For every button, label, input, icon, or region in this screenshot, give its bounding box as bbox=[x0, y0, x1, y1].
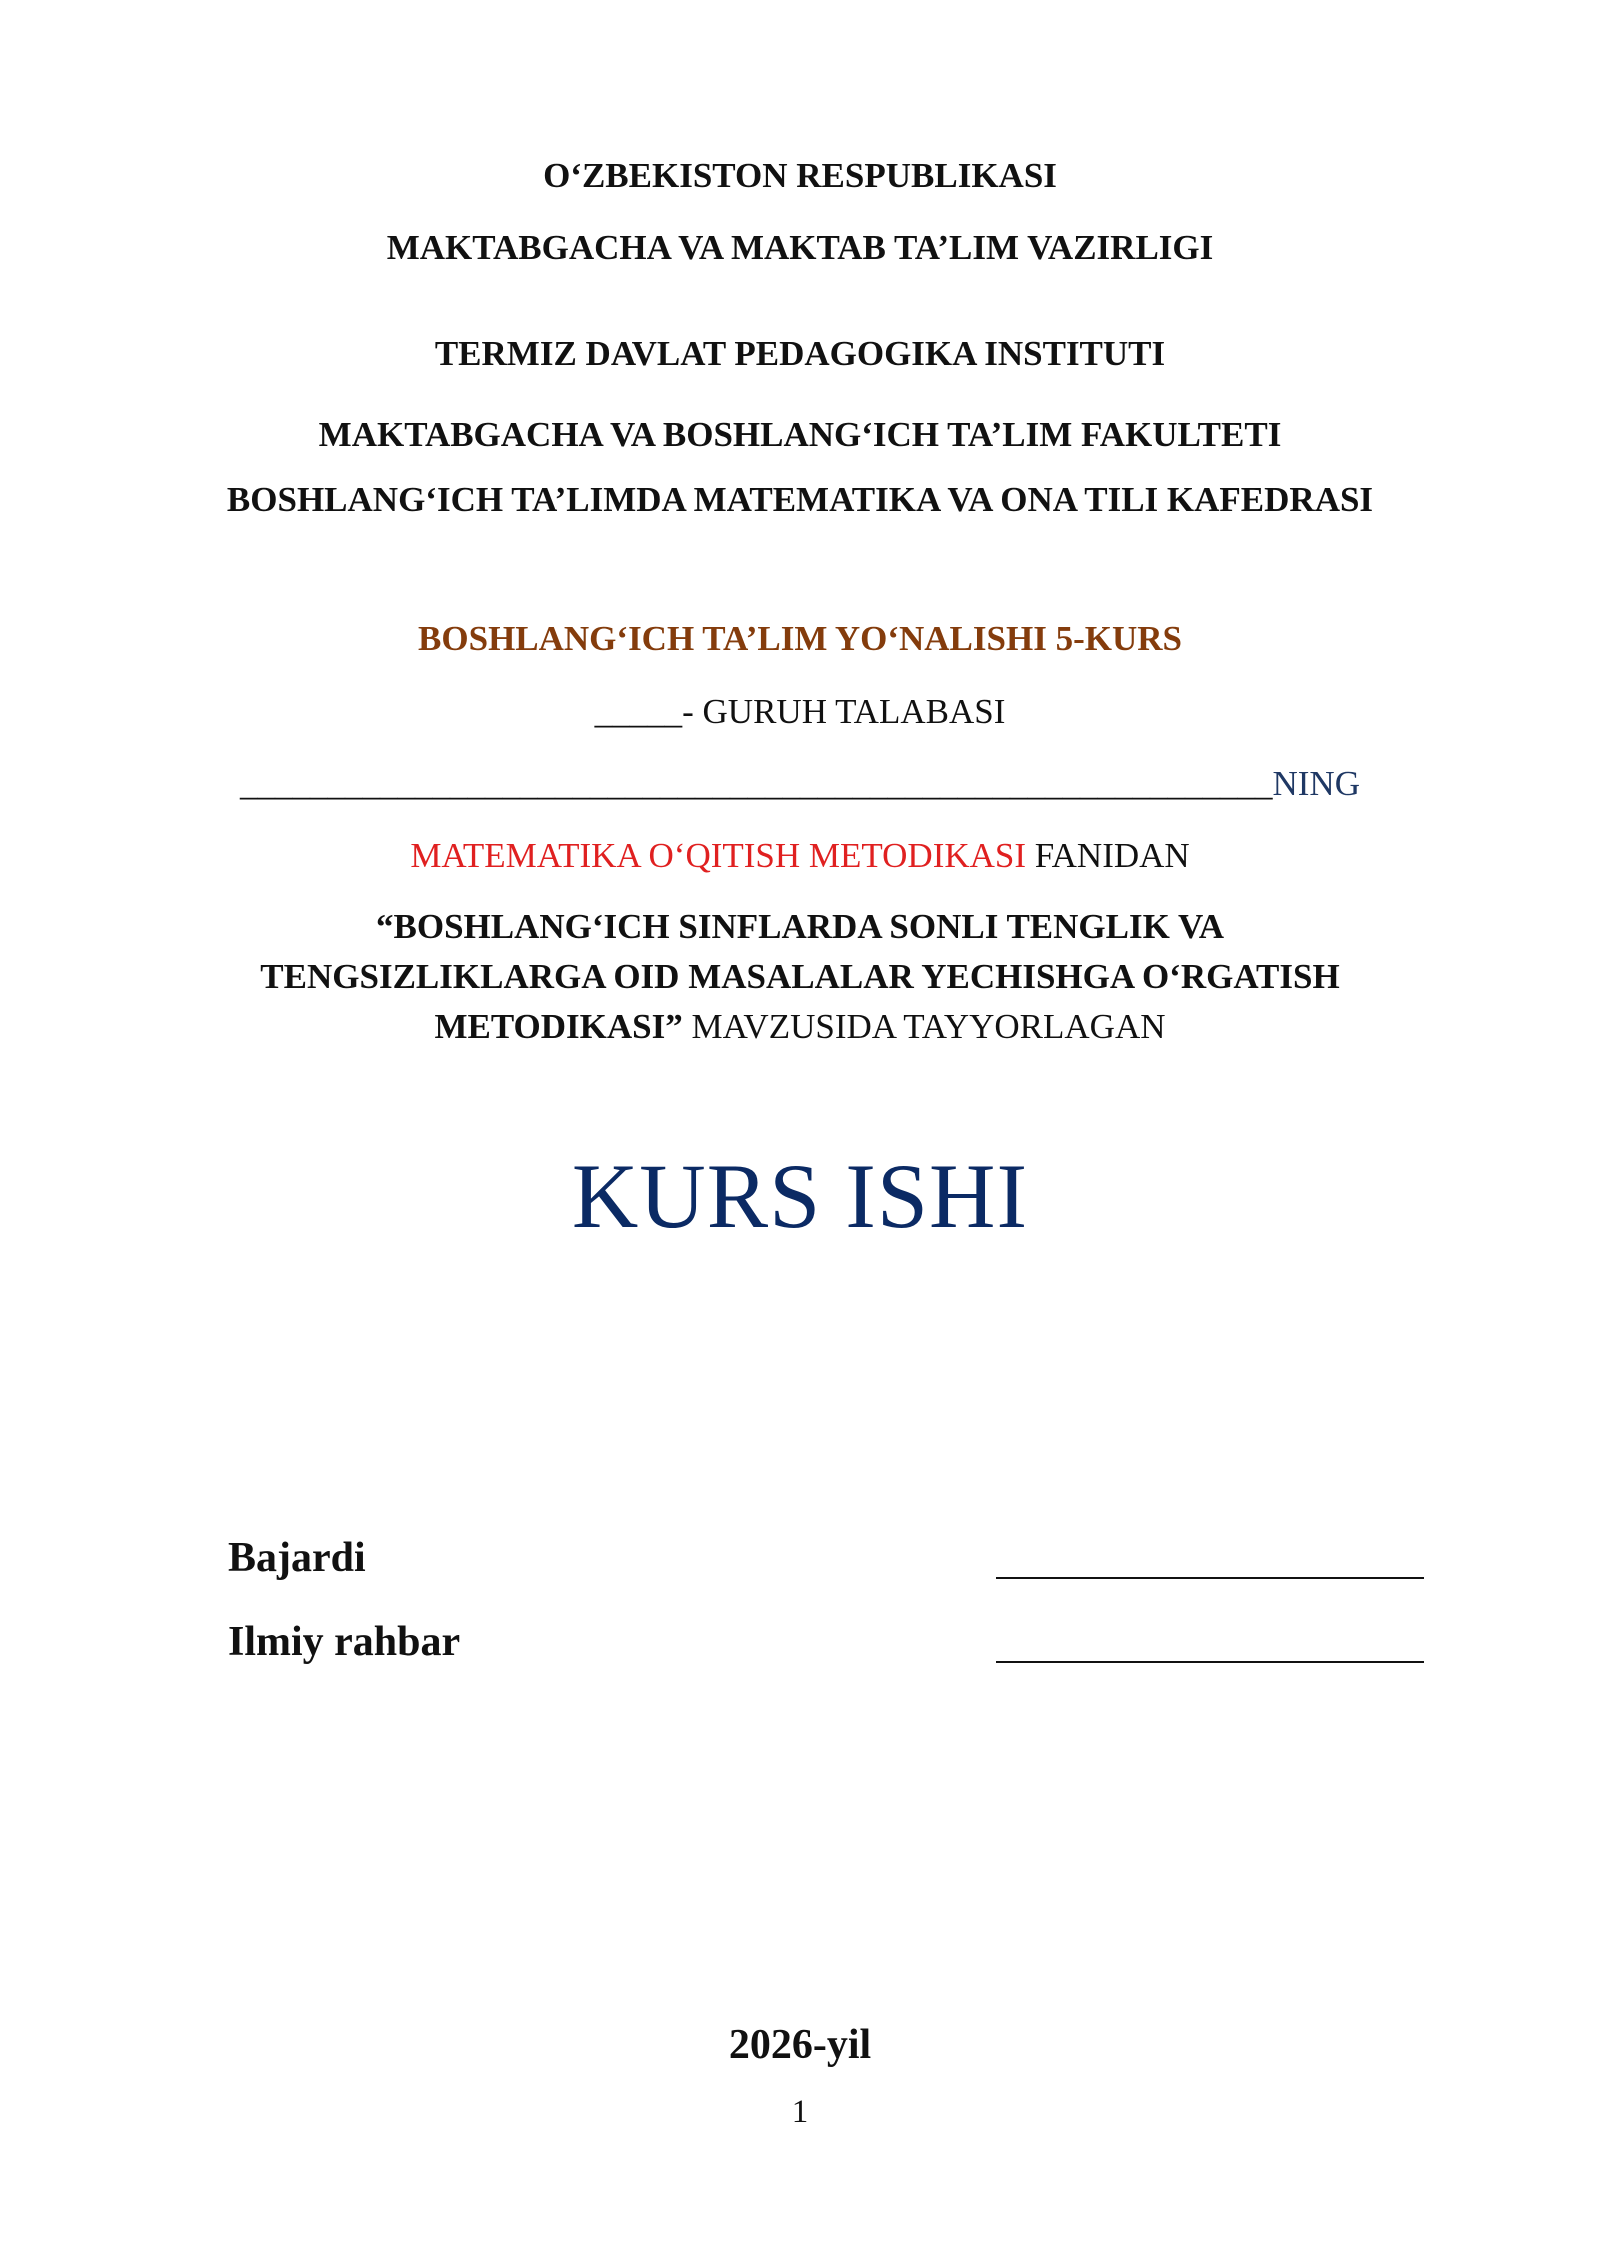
performer-label: Bajardi bbox=[228, 1535, 366, 1581]
student-name-blank: ___________________________________________________________ bbox=[240, 764, 1273, 803]
country-heading: O‘ZBEKISTON RESPUBLIKASI bbox=[543, 156, 1057, 195]
group-line bbox=[0, 694, 1600, 729]
course-line: BOSHLANG‘ICH TA’LIM YO‘NALISHI 5-KURS bbox=[418, 619, 1182, 658]
topic-line-3 bbox=[0, 1009, 1600, 1044]
ministry-heading: MAKTABGACHA VA MAKTAB TA’LIM VAZIRLIGI bbox=[386, 228, 1214, 267]
topic-line-3-plain: MAVZUSIDA TAYYORLAGAN bbox=[682, 1007, 1166, 1046]
year-label: 2026-yil bbox=[728, 2022, 872, 2068]
group-label: - GURUH TALABASI bbox=[682, 692, 1006, 731]
student-name-line bbox=[0, 766, 1600, 801]
faculty-heading: MAKTABGACHA VA BOSHLANG‘ICH TA’LIM FAKULTETI bbox=[318, 415, 1282, 454]
subject-suffix: FANIDAN bbox=[1026, 836, 1190, 875]
topic-line-3-bold: METODIKASI” bbox=[434, 1007, 683, 1046]
topic-line-2: TENGSIZLIKLARGA OID MASALALAR YECHISHGA O‘RGATISH bbox=[260, 957, 1340, 996]
supervisor-signature-line bbox=[996, 1618, 1424, 1663]
supervisor-label: Ilmiy rahbar bbox=[228, 1619, 461, 1665]
student-name-suffix: NING bbox=[1272, 764, 1360, 803]
department-heading: BOSHLANG‘ICH TA’LIMDA MATEMATIKA VA ONA TILI KAFEDRASI bbox=[226, 480, 1374, 519]
institute-heading: TERMIZ DAVLAT PEDAGOGIKA INSTITUTI bbox=[434, 334, 1166, 373]
topic-line-1: “BOSHLANG‘ICH SINFLARDA SONLI TENGLIK VA bbox=[376, 907, 1224, 946]
document-type-title: KURS ISHI bbox=[571, 1145, 1029, 1247]
performer-signature-line bbox=[996, 1534, 1424, 1579]
subject-name: MATEMATIKA O‘QITISH METODIKASI bbox=[410, 836, 1027, 875]
page-number: 1 bbox=[791, 2094, 809, 2130]
group-blank: _____ bbox=[594, 692, 683, 731]
subject-line bbox=[0, 838, 1600, 873]
